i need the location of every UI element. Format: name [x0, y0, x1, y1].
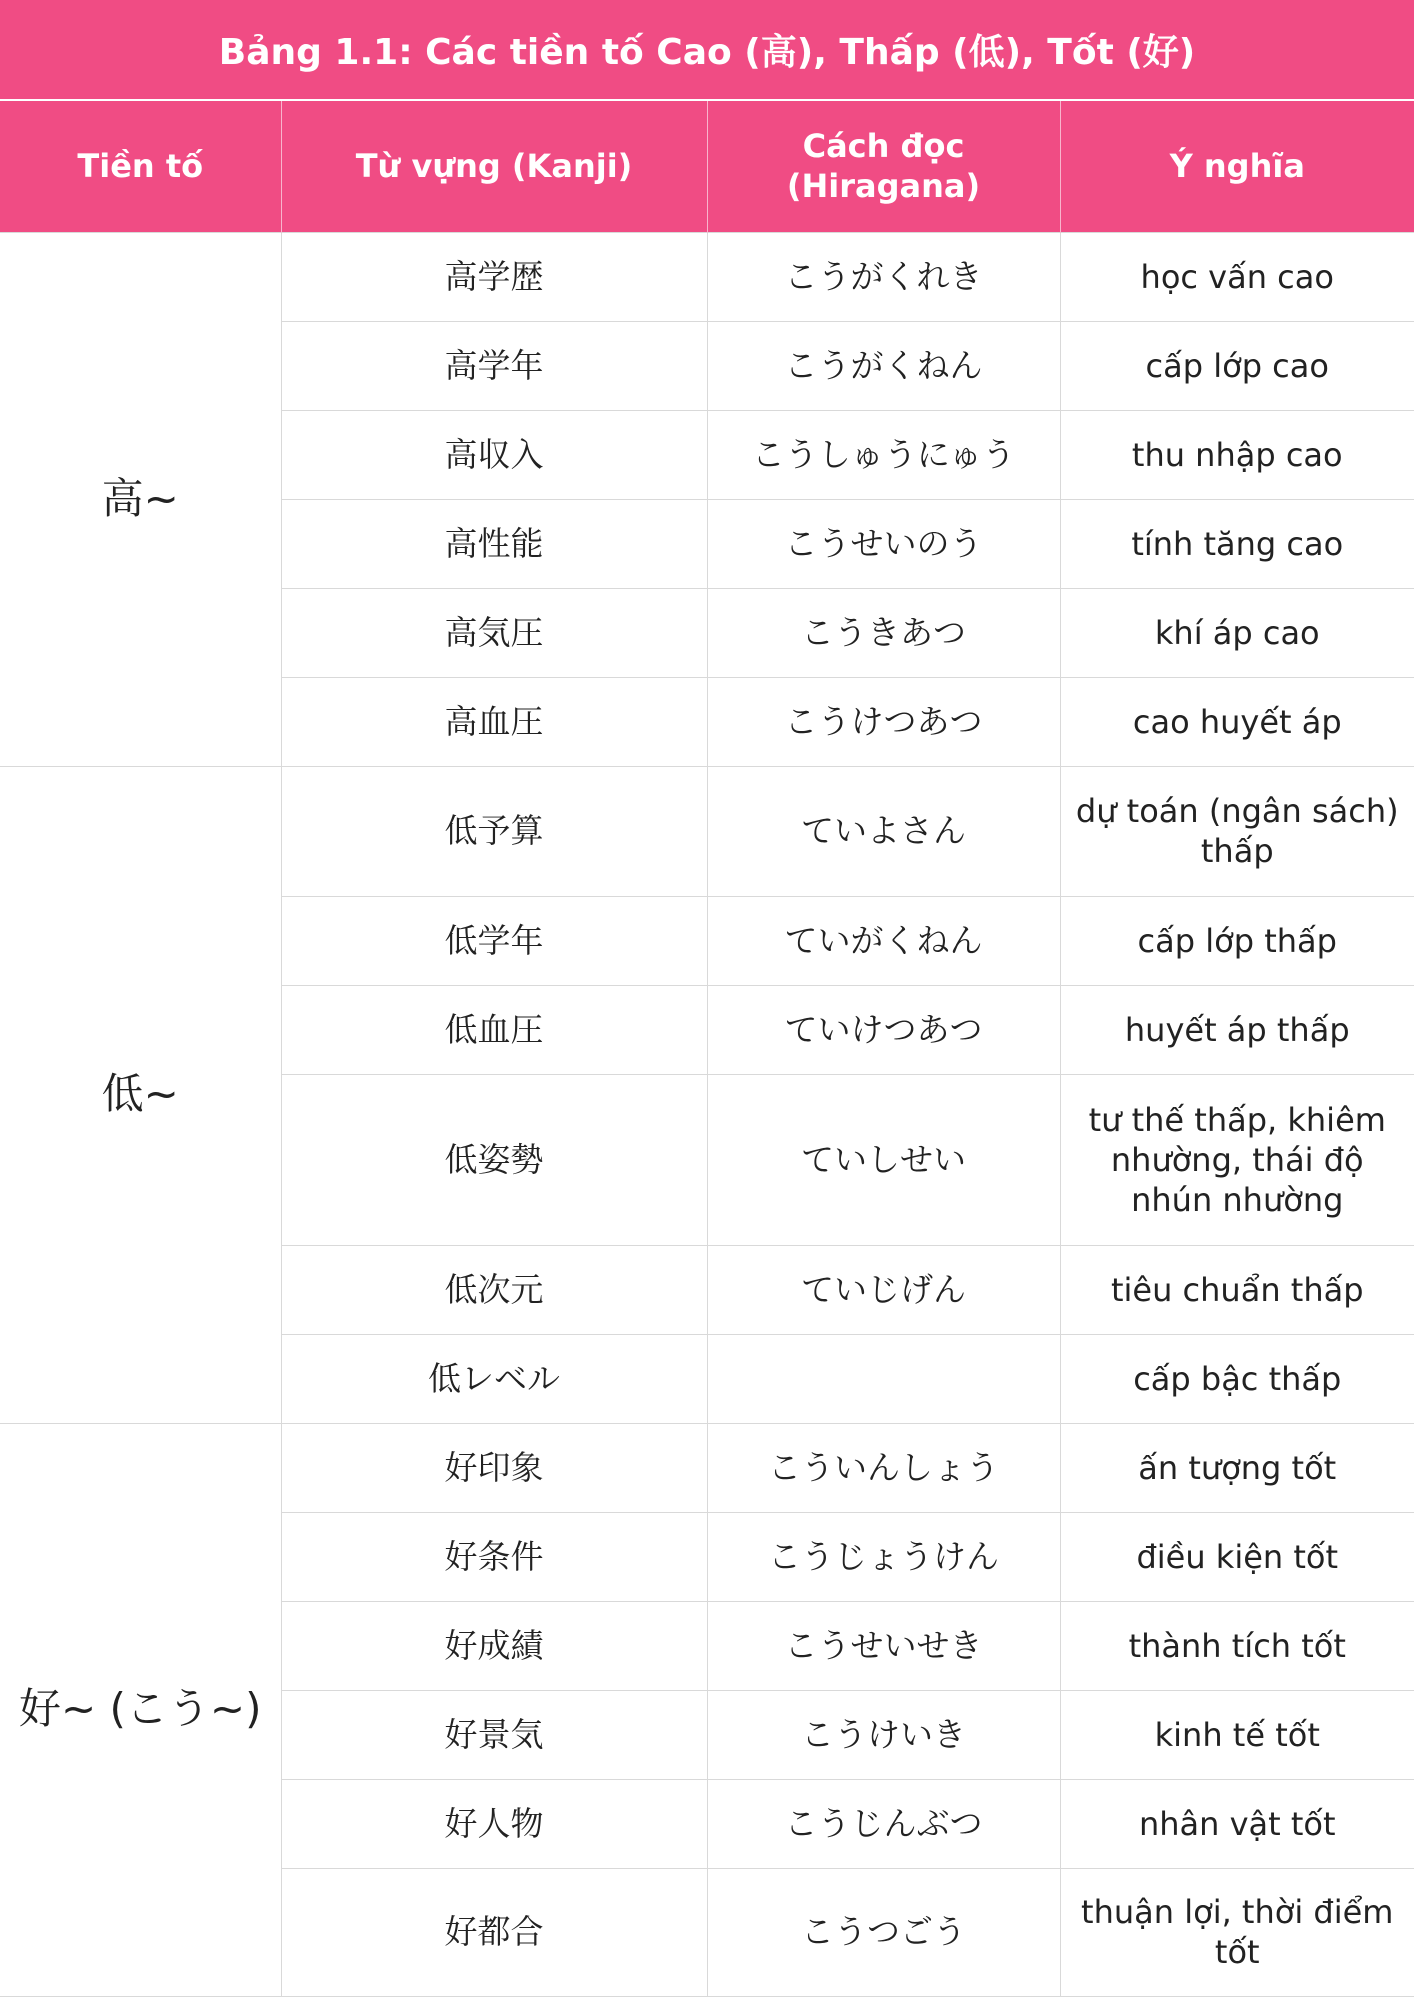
- meaning-cell: thu nhập cao: [1060, 410, 1414, 499]
- header-prefix: Tiền tố: [0, 100, 281, 232]
- reading-cell: [707, 1334, 1060, 1423]
- kanji-cell: 低姿勢: [281, 1074, 707, 1245]
- kanji-cell: 低レベル: [281, 1334, 707, 1423]
- meaning-cell: tư thế thấp, khiêm nhường, thái độ nhún nhường: [1060, 1074, 1414, 1245]
- reading-cell: ていがくねん: [707, 896, 1060, 985]
- kanji-cell: 低血圧: [281, 985, 707, 1074]
- meaning-cell: cao huyết áp: [1060, 677, 1414, 766]
- reading-cell: こうきあつ: [707, 588, 1060, 677]
- meaning-cell: nhân vật tốt: [1060, 1779, 1414, 1868]
- table-row: [0, 232, 1414, 321]
- meaning-cell: tiêu chuẩn thấp: [1060, 1245, 1414, 1334]
- meaning-cell: cấp lớp cao: [1060, 321, 1414, 410]
- kanji-cell: 低予算: [281, 766, 707, 896]
- table-row: [0, 1423, 1414, 1512]
- header-reading: [707, 100, 1060, 232]
- reading-cell: こうじょうけん: [707, 1512, 1060, 1601]
- kanji-cell: 高血圧: [281, 677, 707, 766]
- prefix-cell-low: 低~: [0, 766, 281, 1423]
- reading-cell: こうしゅうにゅう: [707, 410, 1060, 499]
- meaning-cell: khí áp cao: [1060, 588, 1414, 677]
- meaning-cell: cấp bậc thấp: [1060, 1334, 1414, 1423]
- kanji-cell: 高学歴: [281, 232, 707, 321]
- header-meaning: Ý nghĩa: [1060, 100, 1414, 232]
- meaning-cell: tính tăng cao: [1060, 499, 1414, 588]
- reading-cell: こうせいせき: [707, 1601, 1060, 1690]
- reading-cell: ていけつあつ: [707, 985, 1060, 1074]
- table-row: [0, 766, 1414, 896]
- header-reading-line1: Cách đọc: [802, 127, 965, 166]
- kanji-cell: 好成績: [281, 1601, 707, 1690]
- reading-cell: ていじげん: [707, 1245, 1060, 1334]
- kanji-cell: 好人物: [281, 1779, 707, 1868]
- reading-cell: こうけつあつ: [707, 677, 1060, 766]
- meaning-cell: cấp lớp thấp: [1060, 896, 1414, 985]
- meaning-cell: thành tích tốt: [1060, 1601, 1414, 1690]
- kanji-cell: 低学年: [281, 896, 707, 985]
- table-title: Bảng 1.1: Các tiền tố Cao (高), Thấp (低), Tốt (好): [0, 0, 1414, 99]
- reading-cell: こうがくねん: [707, 321, 1060, 410]
- reading-cell: こうけいき: [707, 1690, 1060, 1779]
- header-kanji: Từ vựng (Kanji): [281, 100, 707, 232]
- meaning-cell: học vấn cao: [1060, 232, 1414, 321]
- prefix-cell-good: 好~ (こう~): [0, 1423, 281, 1996]
- reading-cell: こうせいのう: [707, 499, 1060, 588]
- meaning-cell: thuận lợi, thời điểm tốt: [1060, 1868, 1414, 1996]
- reading-cell: こうがくれき: [707, 232, 1060, 321]
- reading-cell: こういんしょう: [707, 1423, 1060, 1512]
- kanji-cell: 好都合: [281, 1868, 707, 1996]
- prefix-table: [0, 99, 1414, 1997]
- meaning-cell: huyết áp thấp: [1060, 985, 1414, 1074]
- reading-cell: こうつごう: [707, 1868, 1060, 1996]
- kanji-cell: 好印象: [281, 1423, 707, 1512]
- meaning-cell: điều kiện tốt: [1060, 1512, 1414, 1601]
- reading-cell: ていよさん: [707, 766, 1060, 896]
- meaning-cell: ấn tượng tốt: [1060, 1423, 1414, 1512]
- header-row: [0, 100, 1414, 232]
- header-reading-line2: (Hiragana): [786, 167, 981, 206]
- prefix-cell-high: 高~: [0, 232, 281, 766]
- kanji-cell: 高収入: [281, 410, 707, 499]
- kanji-cell: 低次元: [281, 1245, 707, 1334]
- reading-cell: こうじんぶつ: [707, 1779, 1060, 1868]
- kanji-cell: 高性能: [281, 499, 707, 588]
- meaning-cell: dự toán (ngân sách) thấp: [1060, 766, 1414, 896]
- kanji-cell: 高気圧: [281, 588, 707, 677]
- kanji-cell: 好景気: [281, 1690, 707, 1779]
- meaning-cell: kinh tế tốt: [1060, 1690, 1414, 1779]
- reading-cell: ていしせい: [707, 1074, 1060, 1245]
- kanji-cell: 高学年: [281, 321, 707, 410]
- kanji-cell: 好条件: [281, 1512, 707, 1601]
